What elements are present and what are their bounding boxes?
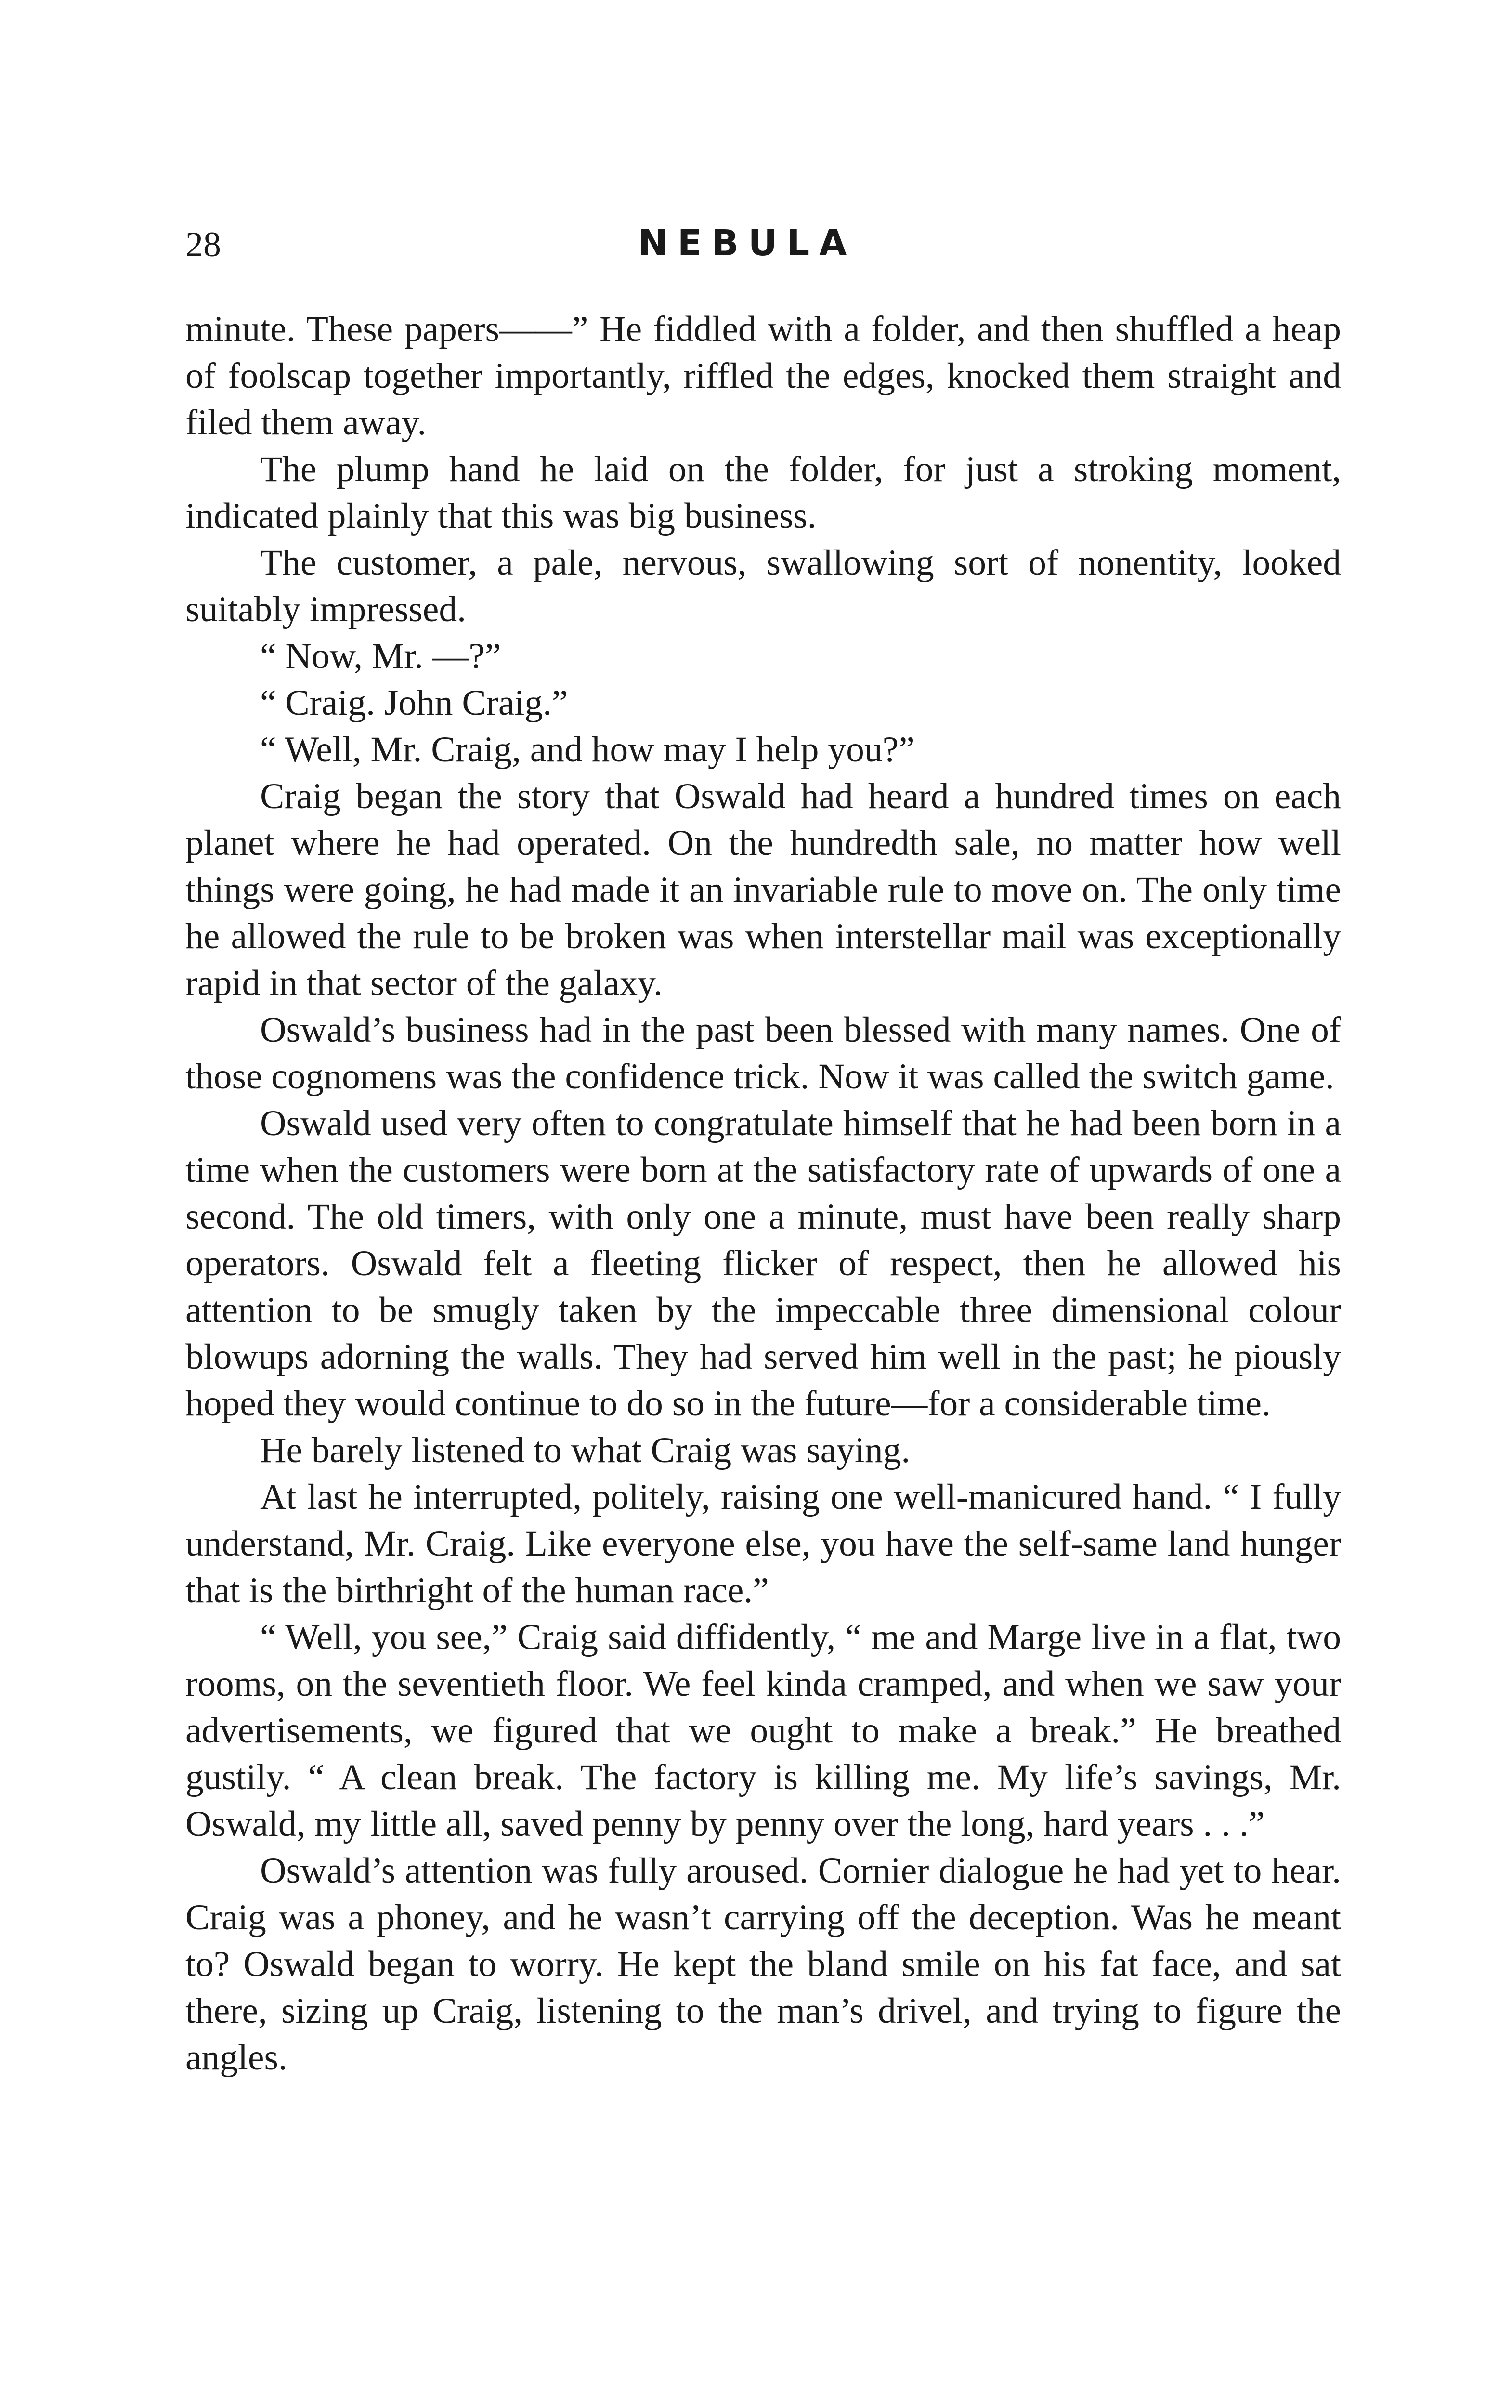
page-number: 28 <box>185 225 221 264</box>
paragraph: The customer, a pale, nervous, swallowing sort of nonentity, looked suitably impressed. <box>185 543 1341 629</box>
body-text <box>185 306 1341 2081</box>
paragraph: At last he interrupted, politely, raising one well-manicured hand. “ I fully understand, Mr. Craig. Like everyone else, you have the self-same land hunger that is the birthright of the human race.” <box>185 1477 1341 1610</box>
paragraph: “ Well, you see,” Craig said diffidently, “ me and Marge live in a flat, two rooms, on the seventieth floor. We feel kinda cramped, and when we saw your advertisements, we figured that we ought to make a break.” He breathed gustily. “ A clean break. The factory is killing me. My life’s savings, Mr. Oswald, my little all, saved penny by penny over the long, hard years . . .” <box>185 1617 1341 1844</box>
paragraph: “ Now, Mr. —?” <box>260 636 501 676</box>
paragraph: He barely listened to what Craig was saying. <box>260 1430 911 1470</box>
paragraph: Oswald’s attention was fully aroused. Cornier dialogue he had yet to hear. Craig was a phoney, and he wasn’t carrying off the deception. Was he meant to? Oswald began to worry. He kept the bland smile on his fat face, and sat there, sizing up Craig, listening to the man’s drivel, and trying to figure the angles. <box>185 1851 1341 2078</box>
running-head-title: NEBULA <box>638 222 857 264</box>
paragraph: The plump hand he laid on the folder, for just a stroking moment, indicated plainly that this was big business. <box>185 449 1341 536</box>
paragraph: minute. These papers——” He fiddled with a folder, and then shuffled a heap of foolscap together importantly, riffled the edges, knocked them straight and filed them away. <box>185 309 1341 443</box>
page-header <box>185 219 1341 272</box>
paragraph: “ Craig. John Craig.” <box>260 683 568 723</box>
paragraph: Oswald’s business had in the past been blessed with many names. One of those cognomens was the confidence trick. Now it was called the switch game. <box>185 1010 1341 1097</box>
paragraph: “ Well, Mr. Craig, and how may I help you?” <box>260 730 915 770</box>
paragraph: Craig began the story that Oswald had heard a hundred times on each planet where he had operated. On the hundredth sale, no matter how well things were going, he had made it an invariable rule to move on. The only time he allowed the rule to be broken was when interstellar mail was exceptionally rapid in that sector of the galaxy. <box>185 776 1341 1003</box>
paragraph: Oswald used very often to congratulate himself that he had been born in a time when the customers were born at the satisfactory rate of upwards of one a second. The old timers, with only one a minute, must have been really sharp operators. Oswald felt a fleeting flicker of respect, then he allowed his attention to be smugly taken by the impeccable three dimensional colour blowups adorning the walls. They had served him well in the past; he piously hoped they would continue to do so in the future—for a considerable time. <box>185 1103 1341 1424</box>
